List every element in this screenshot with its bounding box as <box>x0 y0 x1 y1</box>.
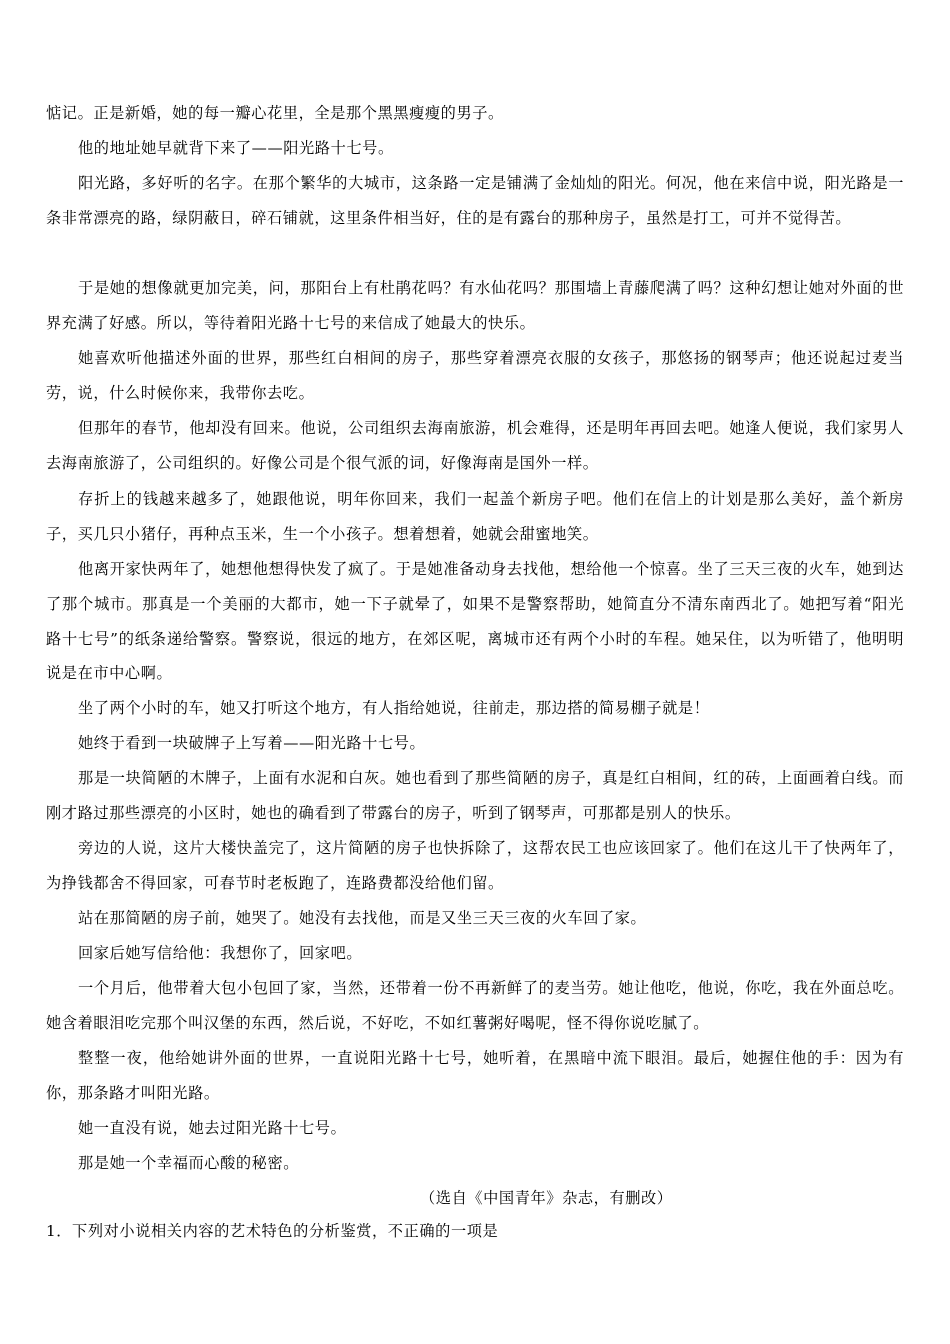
story-paragraph-16: 整整一夜，他给她讲外面的世界，一直说阳光路十七号，她听着，在黑暗中流下眼泪。最后，她握住他的手：因为有你，那条路才叫阳光路。 <box>46 1049 904 1102</box>
story-paragraph-18: 那是她一个幸福而心酸的秘密。 <box>78 1154 300 1172</box>
story-paragraph-8: 他离开家快两年了，她想他想得快发了疯了。于是她准备动身去找他，想给他一个惊喜。坐了三天三夜的火车，她到达了那个城市。那真是一个美丽的大都市，她一下子就晕了，如果不是警察帮助，她简直分不清东南西北了。她把写着“阳光路十七号”的纸条递给警察。警察说，很远的地方，在郊区呢，离城市还有两个小时的车程。她呆住，以为听错了，他明明说是在市中心啊。 <box>46 560 904 683</box>
story-paragraph-3: 阳光路，多好听的名字。在那个繁华的大城市，这条路一定是铺满了金灿灿的阳光。何况，他在来信中说，阳光路是一条非常漂亮的路，绿阴蔽日，碎石铺就，这里条件相当好，住的是有露台的那种房子，虽然是打工，可并不觉得苦。 <box>46 174 904 227</box>
source-citation: （选自《中国青年》杂志，有删改） <box>420 1189 673 1207</box>
story-paragraph-15: 一个月后，他带着大包小包回了家，当然，还带着一份不再新鲜了的麦当劳。她让他吃，他说，你吃，我在外面总吃。她含着眼泪吃完那个叫汉堡的东西，然后说，不好吃，不如红薯粥好喝呢，怪不得你说吃腻了。 <box>46 979 904 1032</box>
story-paragraph-1: 惦记。正是新婚，她的每一瓣心花里，全是那个黑黑瘦瘦的男子。 <box>46 104 504 122</box>
question-1: 1．下列对小说相关内容的艺术特色的分析鉴赏，不正确的一项是 <box>46 1222 499 1240</box>
story-paragraph-6: 但那年的春节，他却没有回来。他说，公司组织去海南旅游，机会难得，还是明年再回去吧。她逢人便说，我们家男人去海南旅游了，公司组织的。好像公司是个很气派的词，好像海南是国外一样。 <box>46 419 904 472</box>
story-paragraph-17: 她一直没有说，她去过阳光路十七号。 <box>78 1119 347 1137</box>
story-paragraph-5: 她喜欢听他描述外面的世界，那些红白相间的房子，那些穿着漂亮衣服的女孩子，那悠扬的钢琴声；他还说起过麦当劳，说，什么时候你来，我带你去吃。 <box>46 349 904 402</box>
story-paragraph-11: 那是一块简陋的木牌子，上面有水泥和白灰。她也看到了那些简陋的房子，真是红白相间，红的砖，上面画着白线。而刚才路过那些漂亮的小区时，她也的确看到了带露台的房子，听到了钢琴声，可那都是别人的快乐。 <box>46 769 904 822</box>
story-paragraph-2: 他的地址她早就背下来了——阳光路十七号。 <box>78 139 394 157</box>
story-paragraph-14: 回家后她写信给他：我想你了，回家吧。 <box>78 944 363 962</box>
story-paragraph-12: 旁边的人说，这片大楼快盖完了，这片简陋的房子也快拆除了，这帮农民工也应该回家了。他们在这儿干了快两年了，为挣钱都舍不得回家，可春节时老板跑了，连路费都没给他们留。 <box>46 839 904 892</box>
story-paragraph-13: 站在那简陋的房子前，她哭了。她没有去找他，而是又坐三天三夜的火车回了家。 <box>78 909 647 927</box>
story-paragraph-4: 于是她的想像就更加完美，问，那阳台上有杜鹃花吗？有水仙花吗？那围墙上青藤爬满了吗？这种幻想让她对外面的世界充满了好感。所以，等待着阳光路十七号的来信成了她最大的快乐。 <box>46 279 904 332</box>
story-paragraph-9: 坐了两个小时的车，她又打听这个地方，有人指给她说，往前走，那边搭的简易棚子就是！ <box>78 699 710 717</box>
story-paragraph-7: 存折上的钱越来越多了，她跟他说，明年你回来，我们一起盖个新房子吧。他们在信上的计划是那么美好，盖个新房子，买几只小猪仔，再种点玉米，生一个小孩子。想着想着，她就会甜蜜地笑。 <box>46 490 904 543</box>
story-paragraph-10: 她终于看到一块破牌子上写着——阳光路十七号。 <box>78 734 426 752</box>
